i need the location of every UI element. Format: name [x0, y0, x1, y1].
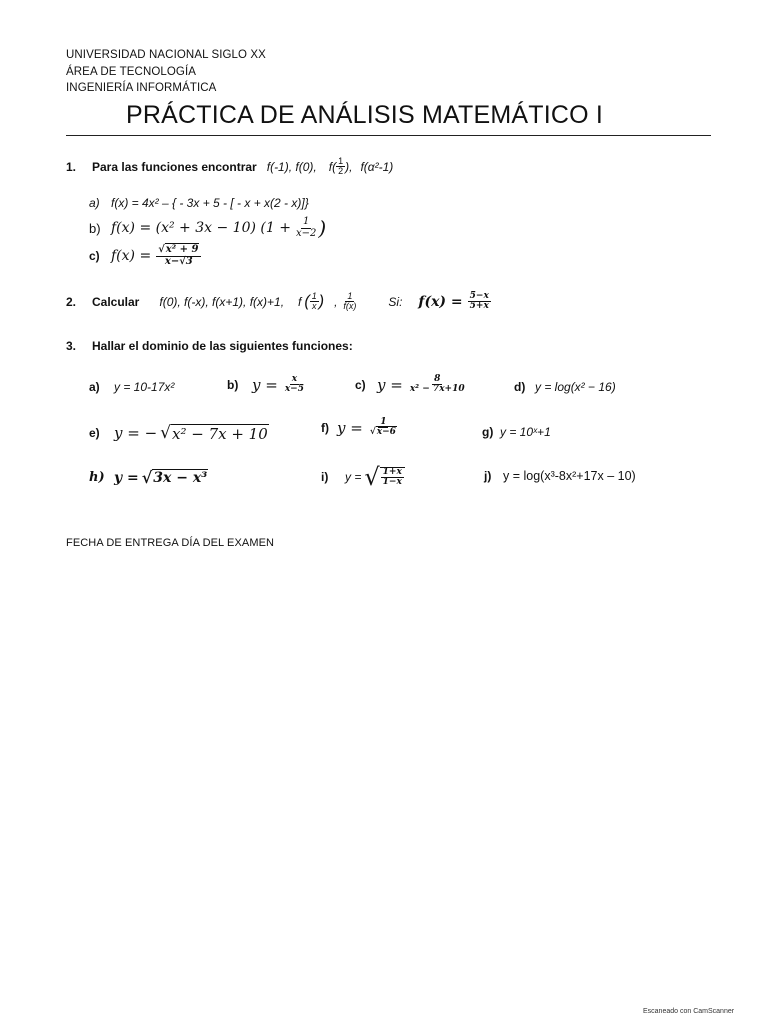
fraction: $\frac{1}{x-2}$ [295, 216, 317, 239]
eval-alpha: f(α²-1) [360, 159, 394, 174]
expression: y = 10ˣ+1 [500, 425, 551, 439]
q3-item-f: f) y = $\frac{1}{√x-6}$ [321, 418, 399, 438]
fraction: $\frac{1}{√x-6}$ [369, 417, 396, 438]
fraction-definition: $\frac{5-x}{5+x}$ [469, 291, 489, 312]
q3-item-c: c) y = $\frac{8}{\text{x² − 7x+10}}$ [355, 374, 465, 395]
expression: f(x) = (x² + 3x − 10) (1 + [111, 220, 291, 236]
expression: y = log(x² − 16) [535, 380, 616, 394]
eval-list: f(-1), f(0), [266, 159, 317, 174]
career-name: INGENIERÍA INFORMÁTICA [66, 82, 217, 94]
fraction: $\frac{8}{\text{x² − 7x+10}}$ [409, 374, 465, 395]
q3-item-i: i) y = √ $\frac{1+x}{1-x}$ [321, 463, 405, 491]
question-3 [66, 339, 353, 353]
fraction: $\frac{\text{√x² + 9}}{x-√3}$ [156, 245, 201, 267]
title-underline [66, 135, 711, 136]
radicand: 3x − x³ [153, 470, 208, 486]
question-1: 1. Para las funciones encontrar f(-1), f(0), f ( $\frac{1}{2}$ ), f(α²-1) [66, 156, 394, 177]
question-text: Para las funciones encontrar [92, 159, 257, 174]
q1-item-a: a) f(x) = 4x² – { - 3x + 5 - [ - x + x(2 - x)]} [89, 196, 309, 210]
q3-item-h: h) y = √ 3x − x³ [89, 468, 208, 487]
q3-item-g: g) y = 10ˣ+1 [482, 425, 551, 439]
scanner-watermark: Escaneado con CamScanner [643, 1008, 735, 1015]
question-2: 2. Calcular f(0), f(-x), f(x+1), f(x)+1, f ( $\frac{1}{x}$ ) , $\frac{1}{f(x)}$ Si: f(x) = $\frac{5-x}{5+x}$ [66, 291, 489, 312]
page-title: PRÁCTICA DE ANÁLISIS MATEMÁTICO I [126, 101, 604, 129]
q3-item-e: e) y = − √ x² − 7x + 10 [89, 423, 268, 443]
expression: y = log(x³-8x²+17x – 10) [503, 469, 636, 483]
due-date-note: FECHA DE ENTREGA DÍA DEL EXAMEN [66, 537, 275, 549]
fraction-inverse: $\frac{1}{x}$ [311, 291, 317, 312]
q3-item-d: d) y = log(x² − 16) [514, 380, 616, 394]
q3-item-j: j) y = log(x³-8x²+17x – 10) [484, 469, 636, 483]
q1-item-b: b) f(x) = (x² + 3x − 10) (1 + $\frac{1}{x-2}$ ) [89, 216, 327, 240]
expression: f(x) = 4x² – { - 3x + 5 - [ - x + x(2 - x)]} [111, 196, 309, 210]
fraction: $\frac{x}{x-5}$ [284, 374, 304, 395]
fraction-half: $\frac{1}{2}$ [338, 156, 344, 177]
question-number: 3. [66, 339, 77, 353]
question-text: Hallar el dominio de las siguientes funciones: [92, 339, 353, 353]
question-number: 1. [66, 159, 77, 174]
eval-list: f(0), f(-x), f(x+1), f(x)+1, [159, 294, 285, 309]
q3-item-a: a) y = 10-17x² [89, 380, 175, 394]
question-number: 2. [66, 294, 77, 309]
fraction: $\frac{1+x}{1-x}$ [380, 467, 405, 488]
q3-item-b: b) y = $\frac{x}{x-5}$ [227, 374, 304, 395]
area-name: ÁREA DE TECNOLOGÍA [66, 66, 197, 78]
radicand: x² − 7x + 10 [172, 424, 268, 443]
expression: y = 10-17x² [114, 380, 175, 394]
question-text: Calcular [92, 294, 140, 309]
fraction-reciprocal: $\frac{1}{f(x)}$ [343, 291, 357, 312]
university-name: UNIVERSIDAD NACIONAL SIGLO XX [66, 49, 266, 61]
q1-item-c: c) f(x) = $\frac{\text{√x² + 9}}{x-√3}$ [89, 245, 201, 267]
